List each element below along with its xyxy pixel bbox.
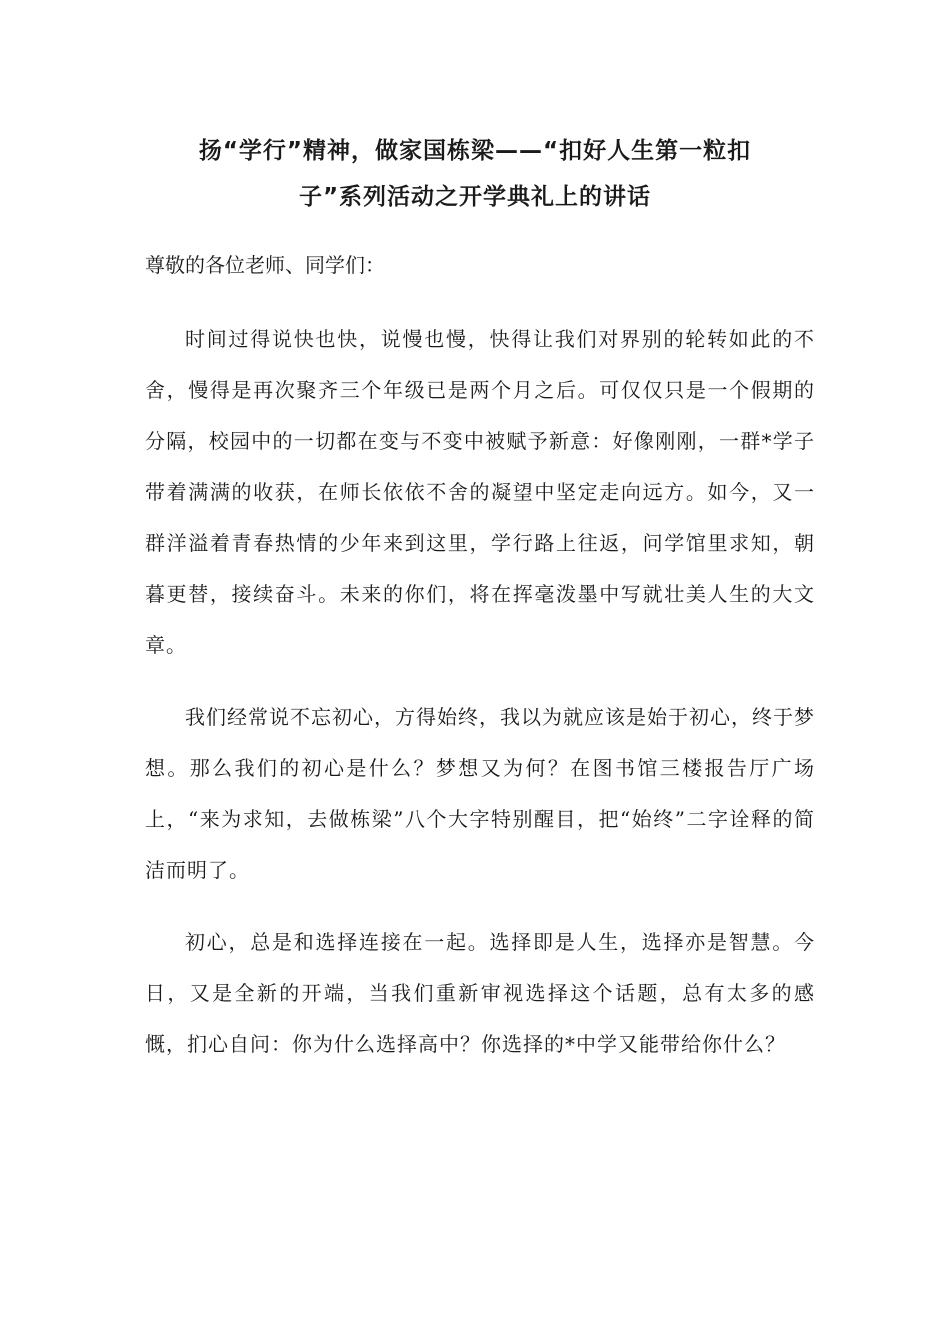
document-body bbox=[145, 240, 815, 1091]
paragraph-3: 初心，总是和选择连接在一起。选择即是人生，选择亦是智慧。今日，又是全新的开端，当我们重新审视选择这个话题，总有太多的感慨，扪心自问：你为什么选择高中？你选择的*中学又能带给你什么？ bbox=[145, 930, 815, 1056]
title-line-2: 子”系列活动之开学典礼上的讲话 bbox=[298, 184, 652, 210]
title-line-1: 扬“学行”精神，做家国栋梁——“扣好人生第一粒扣 bbox=[198, 138, 752, 164]
document-title bbox=[140, 128, 810, 220]
paragraph-2: 我们经常说不忘初心，方得始终，我以为就应该是始于初心，终于梦想。那么我们的初心是什么？梦想又为何？在图书馆三楼报告厅广场上，“来为求知，去做栋梁”八个大字特别醒目，把“始终”二字诠释的简洁而明了。 bbox=[145, 705, 815, 882]
paragraph-1: 时间过得说快也快，说慢也慢，快得让我们对界别的轮转如此的不舍，慢得是再次聚齐三个年级已是两个月之后。可仅仅只是一个假期的分隔，校园中的一切都在变与不变中被赋予新意：好像刚刚，一群*学子带着满满的收获，在师长依依不舍的凝望中坚定走向远方。如今，又一群洋溢着青春热情的少年来到这里，学行路上往返，问学馆里求知，朝暮更替，接续奋斗。未来的你们，将在挥毫泼墨中写就壮美人生的大文章。 bbox=[145, 327, 815, 657]
salutation: 尊敬的各位老师、同学们： bbox=[145, 253, 385, 277]
